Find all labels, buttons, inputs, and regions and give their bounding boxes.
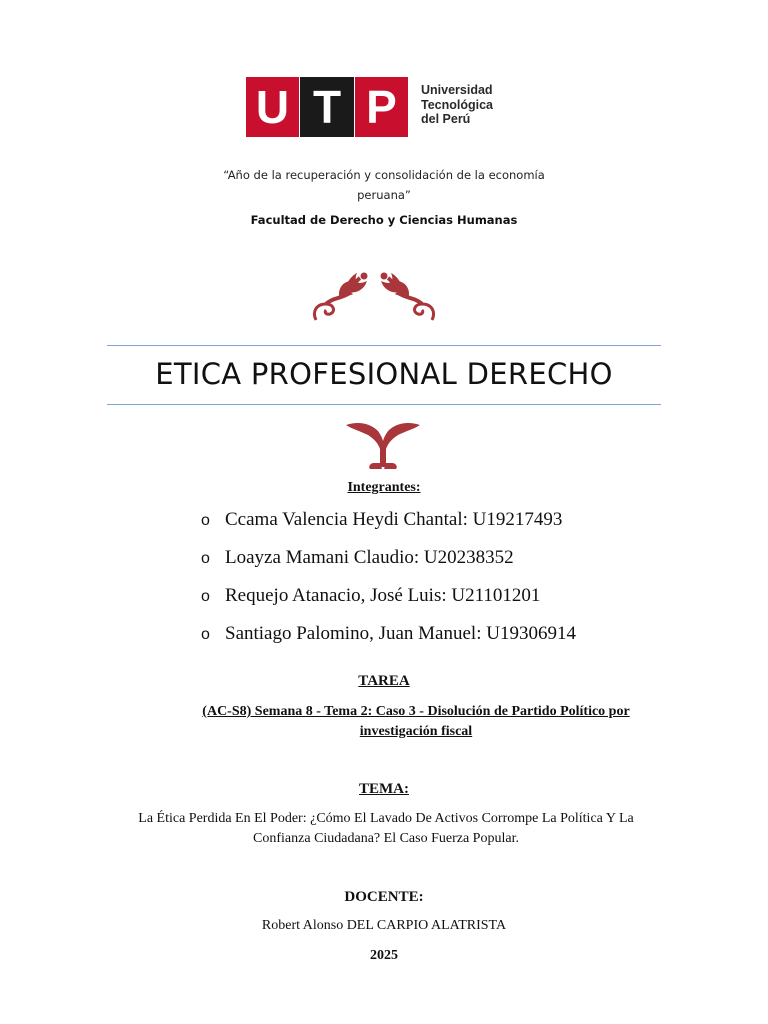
topic-text: La Ética Perdida En El Poder: ¿Cómo El Lavado De Activos Corrompe La Política Y La Confianza Ciudadana? El Caso Fuerza Popular. — [138, 811, 634, 846]
university-name — [421, 83, 493, 127]
utp-logo — [246, 77, 508, 137]
logo-letter-u: U — [246, 77, 299, 137]
university-name-line-1: Universidad — [421, 83, 493, 97]
member-name: Requejo Atanacio, José Luis: U21101201 — [225, 585, 541, 606]
logo-letter-p: P — [355, 77, 408, 137]
title-top-rule — [107, 345, 661, 346]
task-heading: TAREA — [358, 673, 410, 689]
year-motto — [0, 165, 768, 205]
bullet-icon: o — [201, 588, 210, 605]
task-line-2: investigación fiscal — [359, 724, 473, 739]
bullet-icon: o — [201, 626, 210, 643]
member-name: Ccama Valencia Heydi Chantal: U19217493 — [225, 509, 563, 530]
list-item — [201, 584, 721, 622]
list-item — [201, 622, 721, 660]
flourish-ornament-icon — [308, 268, 440, 326]
year-motto-line-2: peruana” — [357, 188, 411, 202]
bullet-icon: o — [201, 512, 210, 529]
task-line-1: (AC-S8) Semana 8 - Tema 2: Caso 3 - Disolución de Partido Político por — [202, 704, 630, 719]
year-motto-line-1: “Año de la recuperación y consolidación de la economía — [223, 168, 545, 182]
teacher-name: Robert Alonso DEL CARPIO ALATRISTA — [261, 918, 507, 933]
fleuron-ornament-icon — [344, 419, 422, 471]
title-bottom-rule — [107, 404, 661, 405]
teacher-heading: DOCENTE: — [344, 889, 424, 905]
members-list — [201, 508, 721, 660]
university-name-line-3: del Perú — [421, 112, 471, 126]
task-description — [180, 702, 652, 742]
university-name-line-2: Tecnológica — [421, 97, 494, 112]
members-heading: Integrantes: — [347, 480, 421, 495]
member-name: Santiago Palomino, Juan Manuel: U19306914 — [225, 623, 576, 644]
list-item — [201, 546, 721, 584]
faculty-name: Facultad de Derecho y Ciencias Humanas — [250, 213, 518, 227]
document-title: ETICA PROFESIONAL DERECHO — [155, 357, 613, 391]
list-item — [201, 508, 721, 546]
bullet-icon: o — [201, 550, 210, 567]
topic-heading: TEMA: — [359, 781, 409, 797]
logo-letter-t: T — [300, 77, 354, 137]
year-label: 2025 — [370, 948, 398, 963]
member-name: Loayza Mamani Claudio: U20238352 — [225, 547, 514, 568]
